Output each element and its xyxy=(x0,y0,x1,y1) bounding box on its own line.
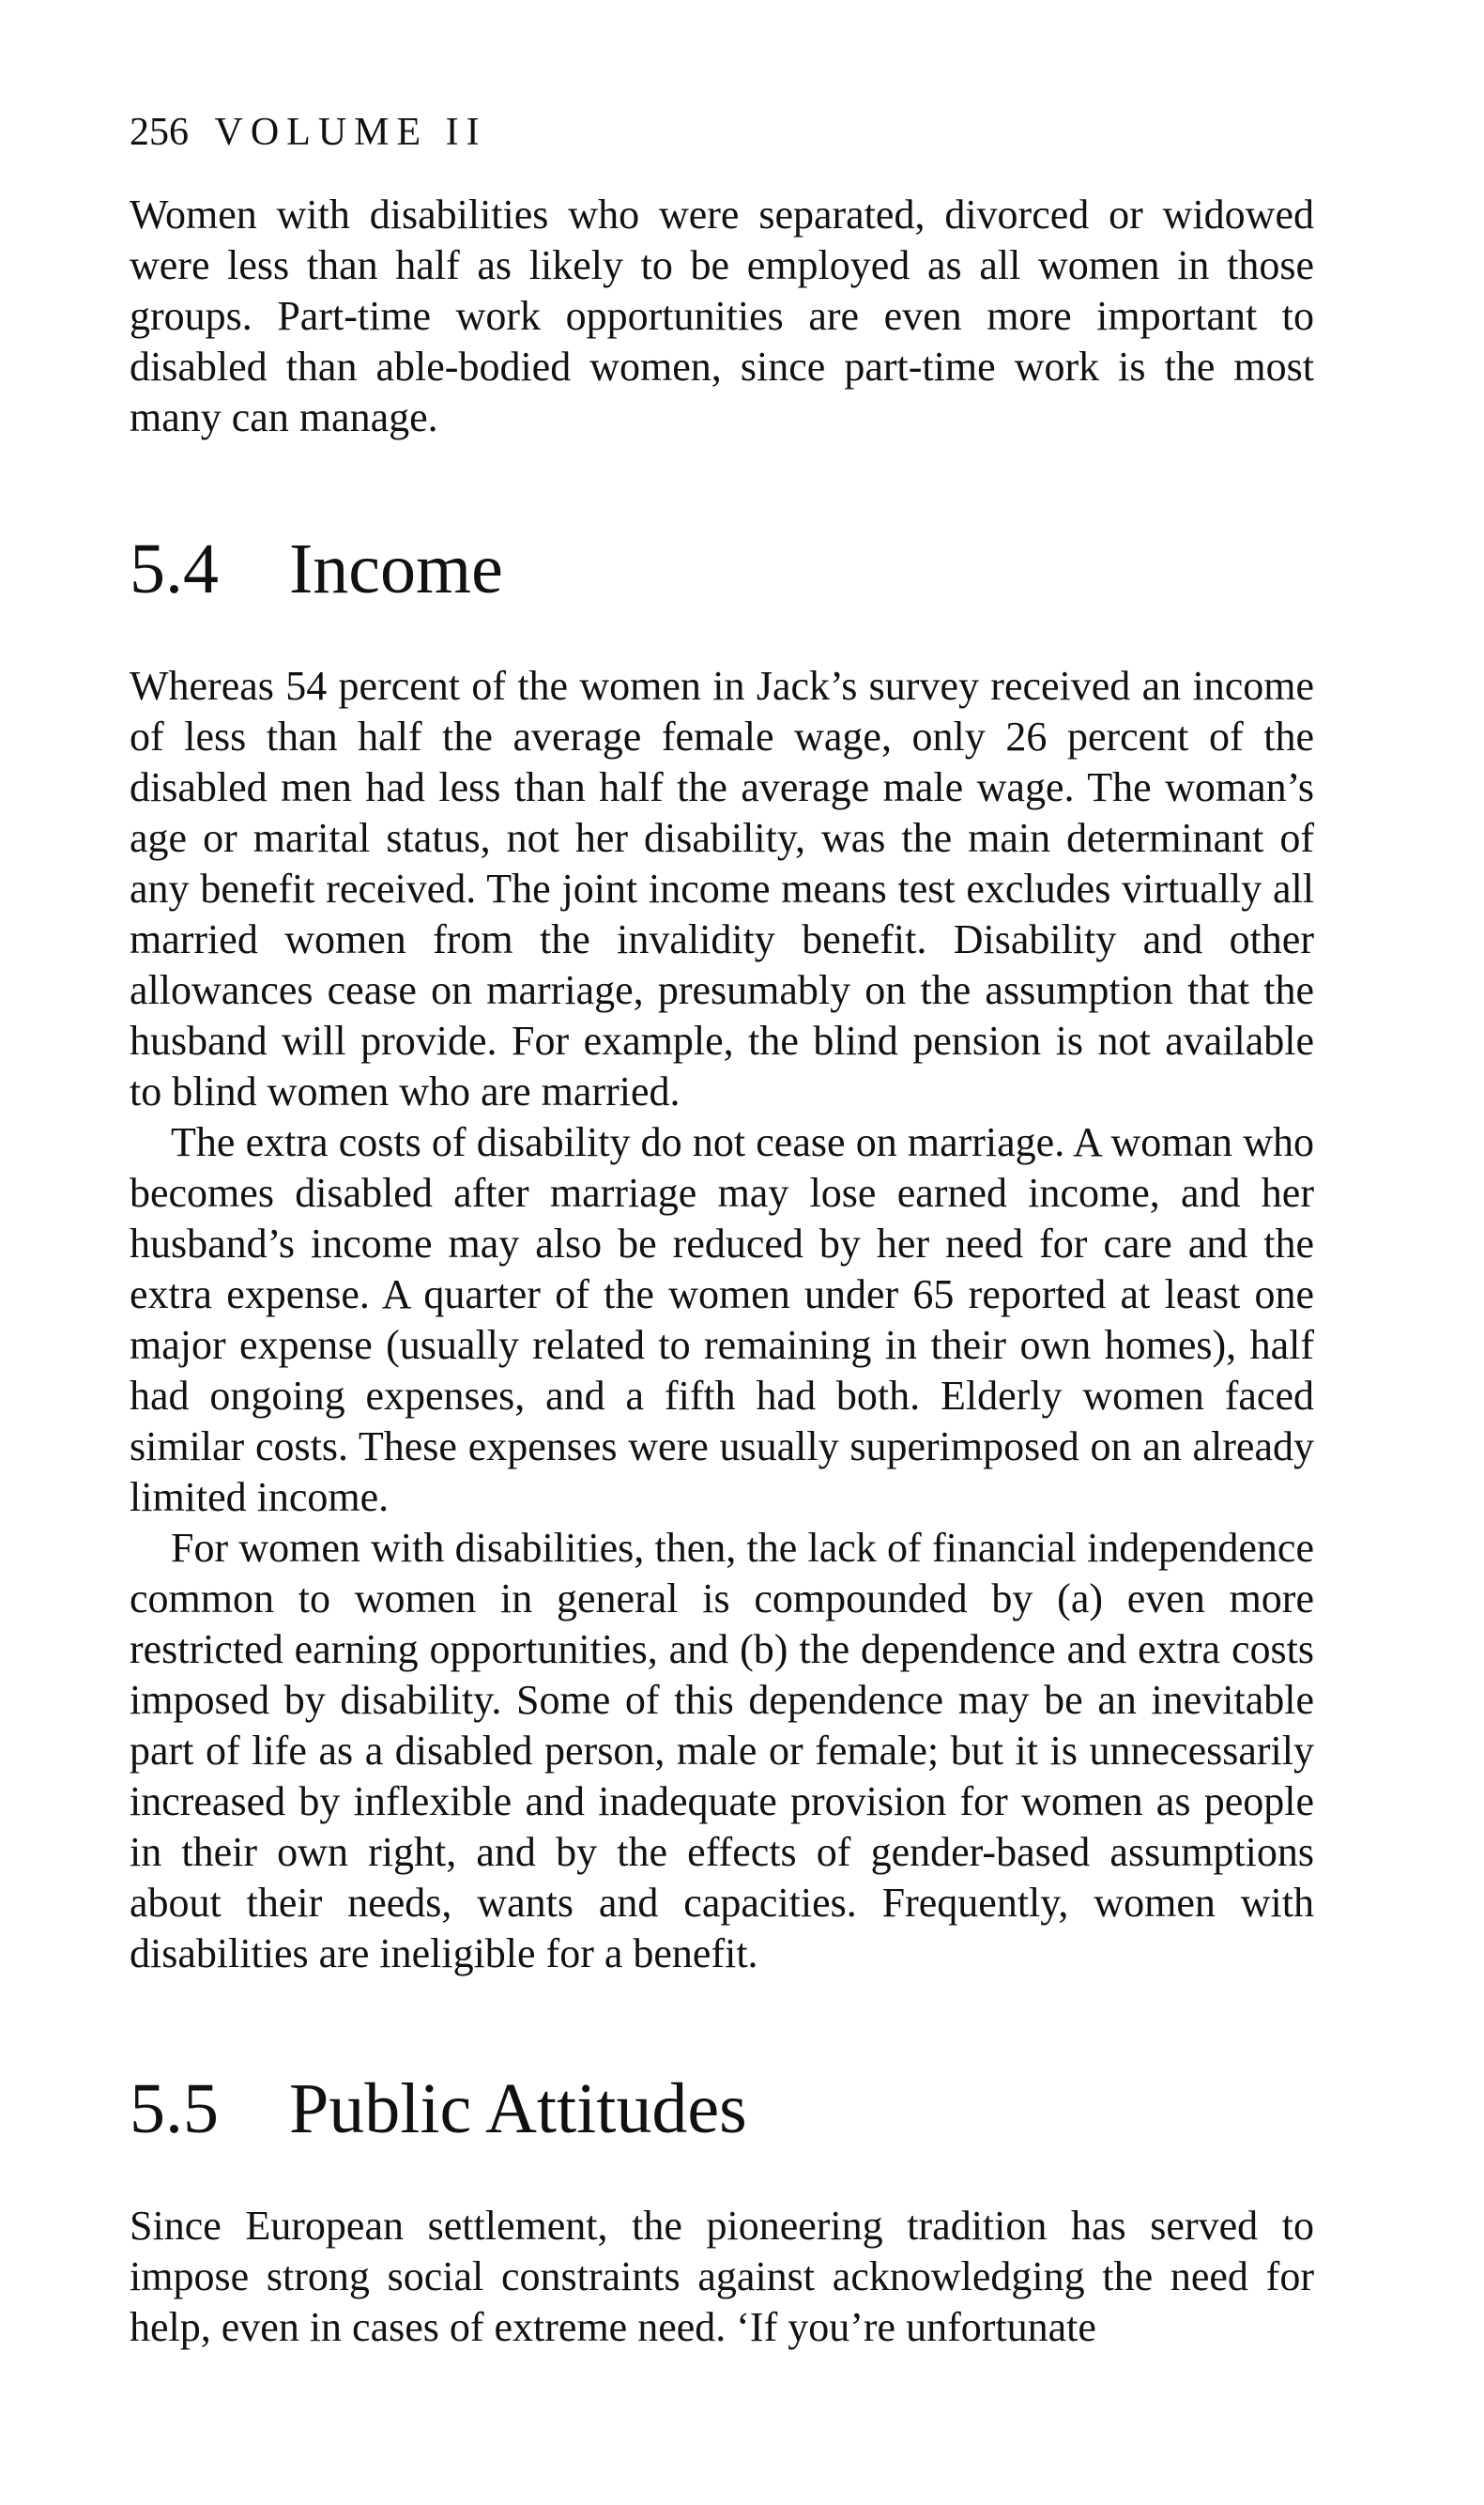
section-number: 5.5 xyxy=(130,2069,219,2148)
section-title: Income xyxy=(289,530,503,608)
document-page xyxy=(130,113,1314,2353)
section-number: 5.4 xyxy=(130,530,219,608)
volume-label: VOLUME II xyxy=(214,111,487,154)
section-heading-income xyxy=(130,530,1314,608)
running-head xyxy=(130,113,1314,152)
paragraph-income-3: For women with disabilities, then, the lack of financial independence common to women in general is compounded by (a) even more restricted earning opportunities, and (b) the dependence and extra costs imposed by disability. Some of this dependence may be an inevitable part of life as a disabled person, male or female; but it is unnecessarily increased by inflexible and inadequate provision for women as people in their own right, and by the effects of gender-based assumptions about their needs, wants and capacities. Frequently, women with disabilities are ineligible for a benefit. xyxy=(130,1525,1314,1976)
paragraph-public-1: Since European settlement, the pioneering tradition has served to impose strong social constraints against acknowledging the need for help, even in cases of extreme need. ‘If you’re unfortunate xyxy=(130,2203,1314,2350)
paragraph-income-2: The extra costs of disability do not cease on marriage. A woman who becomes disabled after marriage may lose earned income, and her husband’s income may also be reduced by her need for care and the extra expense. A quarter of the women under 65 reported at least one major expense (usually related to remaining in their own homes), half had ongoing expenses, and a fifth had both. Elderly women faced similar costs. These expenses were usually superimposed on an already limited income. xyxy=(130,1119,1314,1520)
section-title: Public Attitudes xyxy=(289,2069,747,2148)
paragraph-intro: Women with disabilities who were separated, divorced or widowed were less than half as likely to be employed as all women in those groups. Part-time work opportunities are even more important to disabled than able-bodied women, since part-time work is the most many can manage. xyxy=(130,192,1314,440)
section-heading-public-attitudes xyxy=(130,2069,1314,2148)
page-number: 256 xyxy=(130,111,189,154)
paragraph-income-1: Whereas 54 percent of the women in Jack’s survey received an income of less than half the average female wage, only 26 percent of the disabled men had less than half the average male wage. The woman’s age or marital status, not her disability, was the main determinant of any benefit received. The joint income means test excludes virtually all married women from the invalidity benefit. Disability and other allowances cease on marriage, presumably on the assumption that the husband will provide. For example, the blind pension is not available to blind women who are married. xyxy=(130,663,1314,1114)
